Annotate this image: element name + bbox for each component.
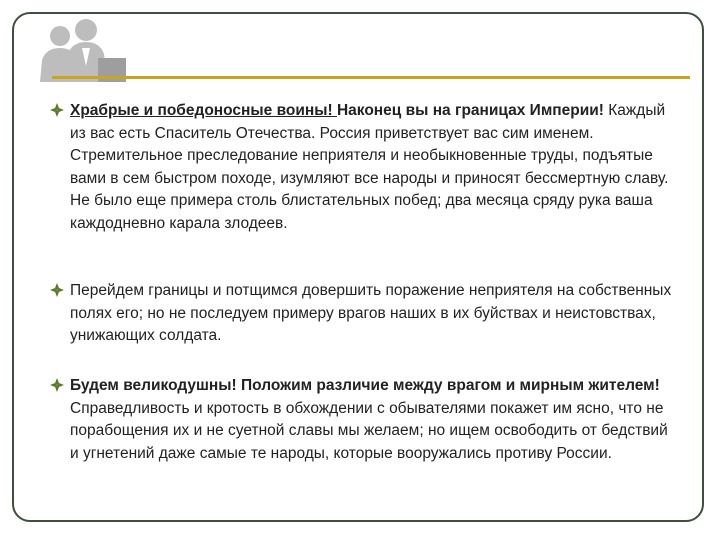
people-silhouette-icon xyxy=(28,14,128,82)
bullet-3-heading: Будем великодушны! Положим различие между врагом и мирным жителем! xyxy=(70,377,660,394)
list-item xyxy=(50,280,680,348)
bullet-3-text: Справедливость и кротость в обхождении с обывателями покажет им ясно, что не порабощения их и не суетной славы мы желаем; но ищем освободить от бедствий и угнетений даже самые те народы, которые вооружались противу России. xyxy=(70,399,668,462)
diamond-bullet-icon xyxy=(50,103,64,117)
bullet-2-text: Перейдем границы и потщимся довершить поражение неприятеля на собственных полях его; но не последуем примеру врагов наших в их буйствах и неистовствах, унижающих солдата. xyxy=(70,282,672,344)
bullet-1-heading-underlined: Храбрые и победоносные воины! xyxy=(70,102,337,119)
header-rule xyxy=(52,76,690,79)
bullet-1-text: Каждый из вас есть Спаситель Отечества. Россия приветствует вас сим именем. Стремительное преследование неприятеля и необыкновенные труды, подъятые вами в сем быстром походе, изумляют все народы и приносят бессмертную славу. Не было еще примера столь блистательных побед; два месяца сряду рука ваша каждодневно карала злодеев. xyxy=(70,102,669,232)
bullet-1-heading: Наконец вы на границах Империи! xyxy=(336,102,604,119)
list-item xyxy=(50,375,680,465)
list-item xyxy=(50,100,680,235)
diamond-bullet-icon xyxy=(50,378,64,392)
diamond-bullet-icon xyxy=(50,283,64,297)
